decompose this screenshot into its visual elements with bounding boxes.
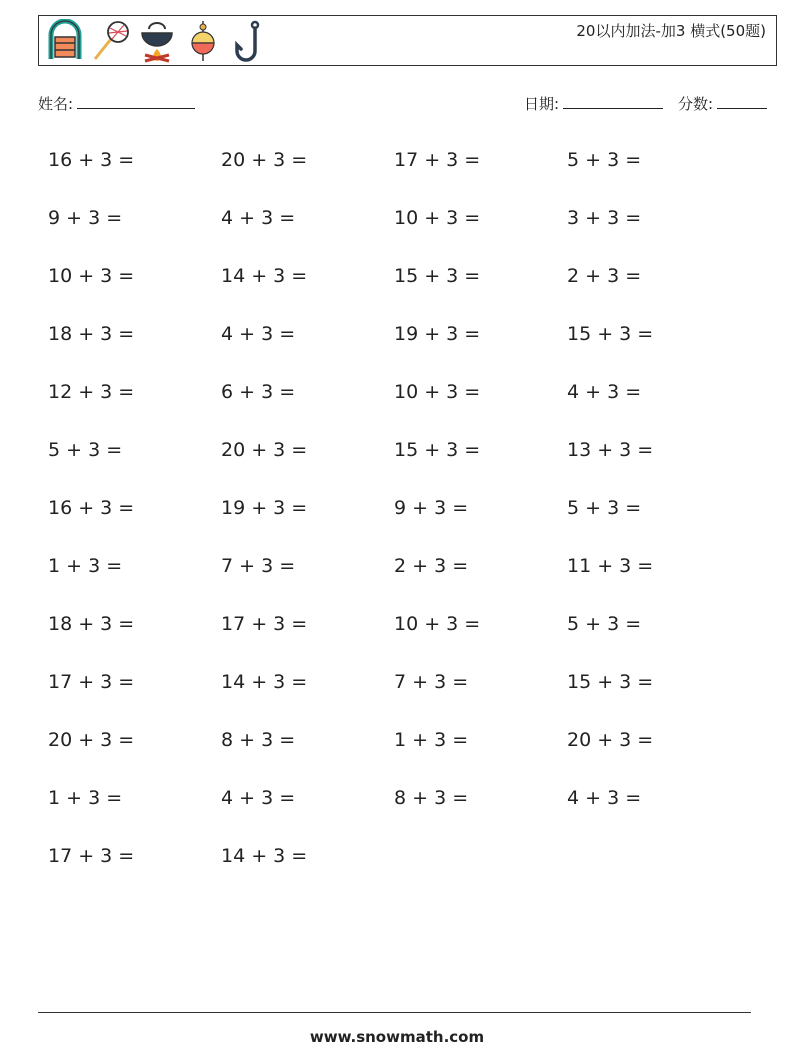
problem-item: 5 + 3 = (567, 149, 642, 171)
problem-item: 1 + 3 = (48, 787, 123, 809)
problem-item: 10 + 3 = (394, 381, 481, 403)
date-label: 日期: (524, 95, 560, 113)
problem-item: 11 + 3 = (567, 555, 654, 577)
footer-url: www.snowmath.com (309, 1028, 485, 1046)
problem-item: 5 + 3 = (567, 497, 642, 519)
problem-item: 12 + 3 = (48, 381, 135, 403)
problem-item: 2 + 3 = (567, 265, 642, 287)
problem-item: 13 + 3 = (567, 439, 654, 461)
fishing-net-icon (91, 19, 131, 63)
problem-item: 4 + 3 = (567, 787, 642, 809)
worksheet-header (38, 15, 777, 66)
problem-item: 19 + 3 = (221, 497, 308, 519)
problem-item: 17 + 3 = (394, 149, 481, 171)
problem-item: 1 + 3 = (394, 729, 469, 751)
problem-item: 20 + 3 = (48, 729, 135, 751)
problem-item: 14 + 3 = (221, 845, 308, 867)
problem-item: 1 + 3 = (48, 555, 123, 577)
problem-item: 17 + 3 = (48, 845, 135, 867)
name-blank[interactable] (77, 94, 195, 109)
problem-item: 20 + 3 = (221, 149, 308, 171)
date-blank[interactable] (563, 94, 663, 109)
problem-item: 5 + 3 = (567, 613, 642, 635)
problem-grid (48, 143, 748, 897)
life-raft-icon (45, 19, 85, 63)
problem-item: 19 + 3 = (394, 323, 481, 345)
problem-item: 16 + 3 = (48, 149, 135, 171)
problem-item: 20 + 3 = (221, 439, 308, 461)
problem-item: 9 + 3 = (394, 497, 469, 519)
fishing-float-icon (183, 19, 223, 63)
problem-item: 16 + 3 = (48, 497, 135, 519)
header-icons (45, 19, 269, 63)
problem-item: 4 + 3 = (221, 207, 296, 229)
problem-item: 6 + 3 = (221, 381, 296, 403)
problem-item: 18 + 3 = (48, 613, 135, 635)
name-label: 姓名: (38, 95, 74, 113)
problem-item: 5 + 3 = (48, 439, 123, 461)
problem-item: 15 + 3 = (567, 671, 654, 693)
problem-item: 15 + 3 = (567, 323, 654, 345)
problem-item: 15 + 3 = (394, 265, 481, 287)
problem-item: 14 + 3 = (221, 265, 308, 287)
name-field (38, 93, 195, 114)
problem-item: 10 + 3 = (394, 207, 481, 229)
fishing-hook-icon (229, 19, 269, 63)
problem-item: 14 + 3 = (221, 671, 308, 693)
problem-item: 10 + 3 = (48, 265, 135, 287)
problem-item: 17 + 3 = (48, 671, 135, 693)
problem-item: 15 + 3 = (394, 439, 481, 461)
problem-item: 10 + 3 = (394, 613, 481, 635)
problem-item: 7 + 3 = (394, 671, 469, 693)
worksheet-title: 20以内加法-加3 横式(50题) (576, 22, 766, 40)
problem-item: 7 + 3 = (221, 555, 296, 577)
date-field (524, 93, 663, 114)
problem-item: 8 + 3 = (221, 729, 296, 751)
score-label: 分数: (678, 95, 714, 113)
footer-divider (38, 1012, 751, 1013)
problem-item: 4 + 3 = (221, 323, 296, 345)
problem-item: 17 + 3 = (221, 613, 308, 635)
problem-item: 20 + 3 = (567, 729, 654, 751)
problem-item: 4 + 3 = (221, 787, 296, 809)
score-blank[interactable] (717, 94, 767, 109)
problem-item: 18 + 3 = (48, 323, 135, 345)
score-field (678, 93, 767, 114)
campfire-pot-icon (137, 19, 177, 63)
problem-item: 9 + 3 = (48, 207, 123, 229)
problem-item: 8 + 3 = (394, 787, 469, 809)
problem-item: 4 + 3 = (567, 381, 642, 403)
problem-item: 3 + 3 = (567, 207, 642, 229)
problem-item: 2 + 3 = (394, 555, 469, 577)
